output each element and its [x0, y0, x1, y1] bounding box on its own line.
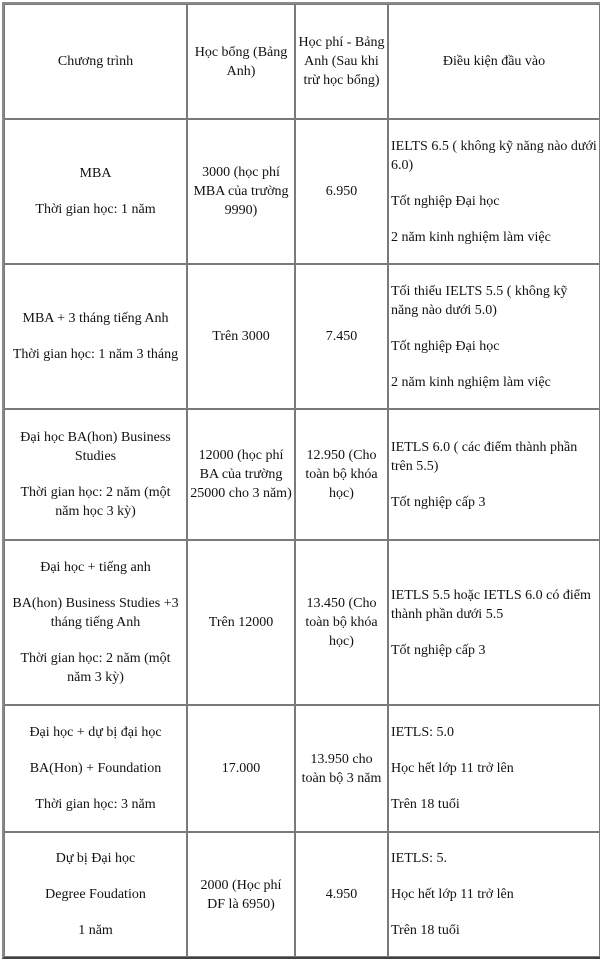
requirement-line: IETLS: 5.0	[391, 725, 454, 740]
program-cell	[4, 264, 187, 409]
scholarship-cell: Trên 12000	[187, 540, 295, 705]
requirement-line: IETLS: 5.	[391, 851, 447, 866]
table-row	[4, 540, 600, 705]
table-row	[4, 832, 600, 957]
program-line: Thời gian học: 1 năm 3 tháng	[12, 347, 179, 362]
requirement-line: IETLS 5.5 hoặc IETLS 6.0 có điểm thành phần dưới 5.5	[391, 587, 591, 622]
requirement-line: IELTS 6.5 ( không kỹ năng nào dưới 6.0)	[391, 138, 597, 173]
program-line: Degree Foudation	[45, 887, 146, 902]
scholarship-cell: 17.000	[187, 705, 295, 832]
program-cell	[4, 540, 187, 705]
scholarship-cell: 3000 (học phí MBA của trường 9990)	[187, 119, 295, 264]
requirements-cell	[388, 832, 600, 957]
table-row	[4, 264, 600, 409]
program-line: Đại học + tiếng anh	[40, 560, 151, 575]
table-row	[4, 409, 600, 540]
program-cell	[4, 119, 187, 264]
program-line: 1 năm	[78, 923, 113, 938]
program-line: Đại học BA(hon) Business Studies	[20, 430, 171, 464]
requirement-line: Học hết lớp 11 trở lên	[391, 887, 514, 902]
requirement-line: Trên 18 tuổi	[391, 797, 460, 812]
header-row	[4, 4, 600, 119]
fee-cell: 12.950 (Cho toàn bộ khóa học)	[295, 409, 388, 540]
program-cell	[4, 705, 187, 832]
program-line: BA(hon) Business Studies +3 tháng tiếng Anh	[12, 596, 179, 630]
scholarship-cell: 2000 (Học phí DF là 6950)	[187, 832, 295, 957]
program-line: Đại học + dự bị đại học	[29, 725, 162, 740]
requirement-line: Tối thiểu IELTS 5.5 ( không kỹ năng nào dưới 5.0)	[391, 283, 568, 318]
program-line: Thời gian học: 2 năm (một năm học 3 kỳ)	[20, 485, 171, 519]
requirement-line: Trên 18 tuổi	[391, 923, 460, 938]
requirements-cell	[388, 409, 600, 540]
scholarship-cell: Trên 3000	[187, 264, 295, 409]
header-fee: Học phí - Bảng Anh (Sau khi trừ học bổng)	[295, 4, 388, 119]
requirement-line: Tốt nghiệp Đại học	[391, 338, 500, 354]
program-line: MBA	[79, 166, 112, 181]
scholarship-cell: 12000 (học phí BA của trường 25000 cho 3 năm)	[187, 409, 295, 540]
requirements-cell	[388, 540, 600, 705]
requirement-line: Tốt nghiệp Đại học	[391, 193, 500, 209]
requirement-line: Tốt nghiệp cấp 3	[391, 494, 486, 510]
requirements-cell	[388, 119, 600, 264]
program-cell	[4, 409, 187, 540]
fee-cell: 13.450 (Cho toàn bộ khóa học)	[295, 540, 388, 705]
table-row	[4, 119, 600, 264]
program-line: Thời gian học: 2 năm (một năm 3 kỳ)	[20, 651, 171, 685]
program-line: MBA + 3 tháng tiếng Anh	[22, 311, 169, 326]
program-table	[2, 2, 600, 959]
header-requirements: Điều kiện đầu vào	[388, 4, 600, 119]
fee-cell: 6.950	[295, 119, 388, 264]
requirement-line: 2 năm kinh nghiệm làm việc	[391, 229, 551, 245]
table-row	[4, 705, 600, 832]
header-program: Chương trình	[4, 4, 187, 119]
fee-cell: 7.450	[295, 264, 388, 409]
requirement-line: 2 năm kinh nghiệm làm việc	[391, 374, 551, 390]
header-scholarship: Học bổng (Bảng Anh)	[187, 4, 295, 119]
requirements-cell	[388, 264, 600, 409]
requirement-line: IETLS 6.0 ( các điểm thành phần trên 5.5)	[391, 439, 578, 474]
program-line: Thời gian học: 3 năm	[35, 797, 156, 812]
fee-cell: 13.950 cho toàn bộ 3 năm	[295, 705, 388, 832]
fee-cell: 4.950	[295, 832, 388, 957]
requirement-line: Tốt nghiệp cấp 3	[391, 642, 486, 658]
program-line: Dự bị Đại học	[55, 851, 136, 866]
program-line: Thời gian học: 1 năm	[35, 202, 156, 217]
program-line: BA(Hon) + Foundation	[29, 761, 162, 776]
program-cell	[4, 832, 187, 957]
table-wrapper	[2, 2, 600, 959]
requirement-line: Học hết lớp 11 trở lên	[391, 761, 514, 776]
requirements-cell	[388, 705, 600, 832]
